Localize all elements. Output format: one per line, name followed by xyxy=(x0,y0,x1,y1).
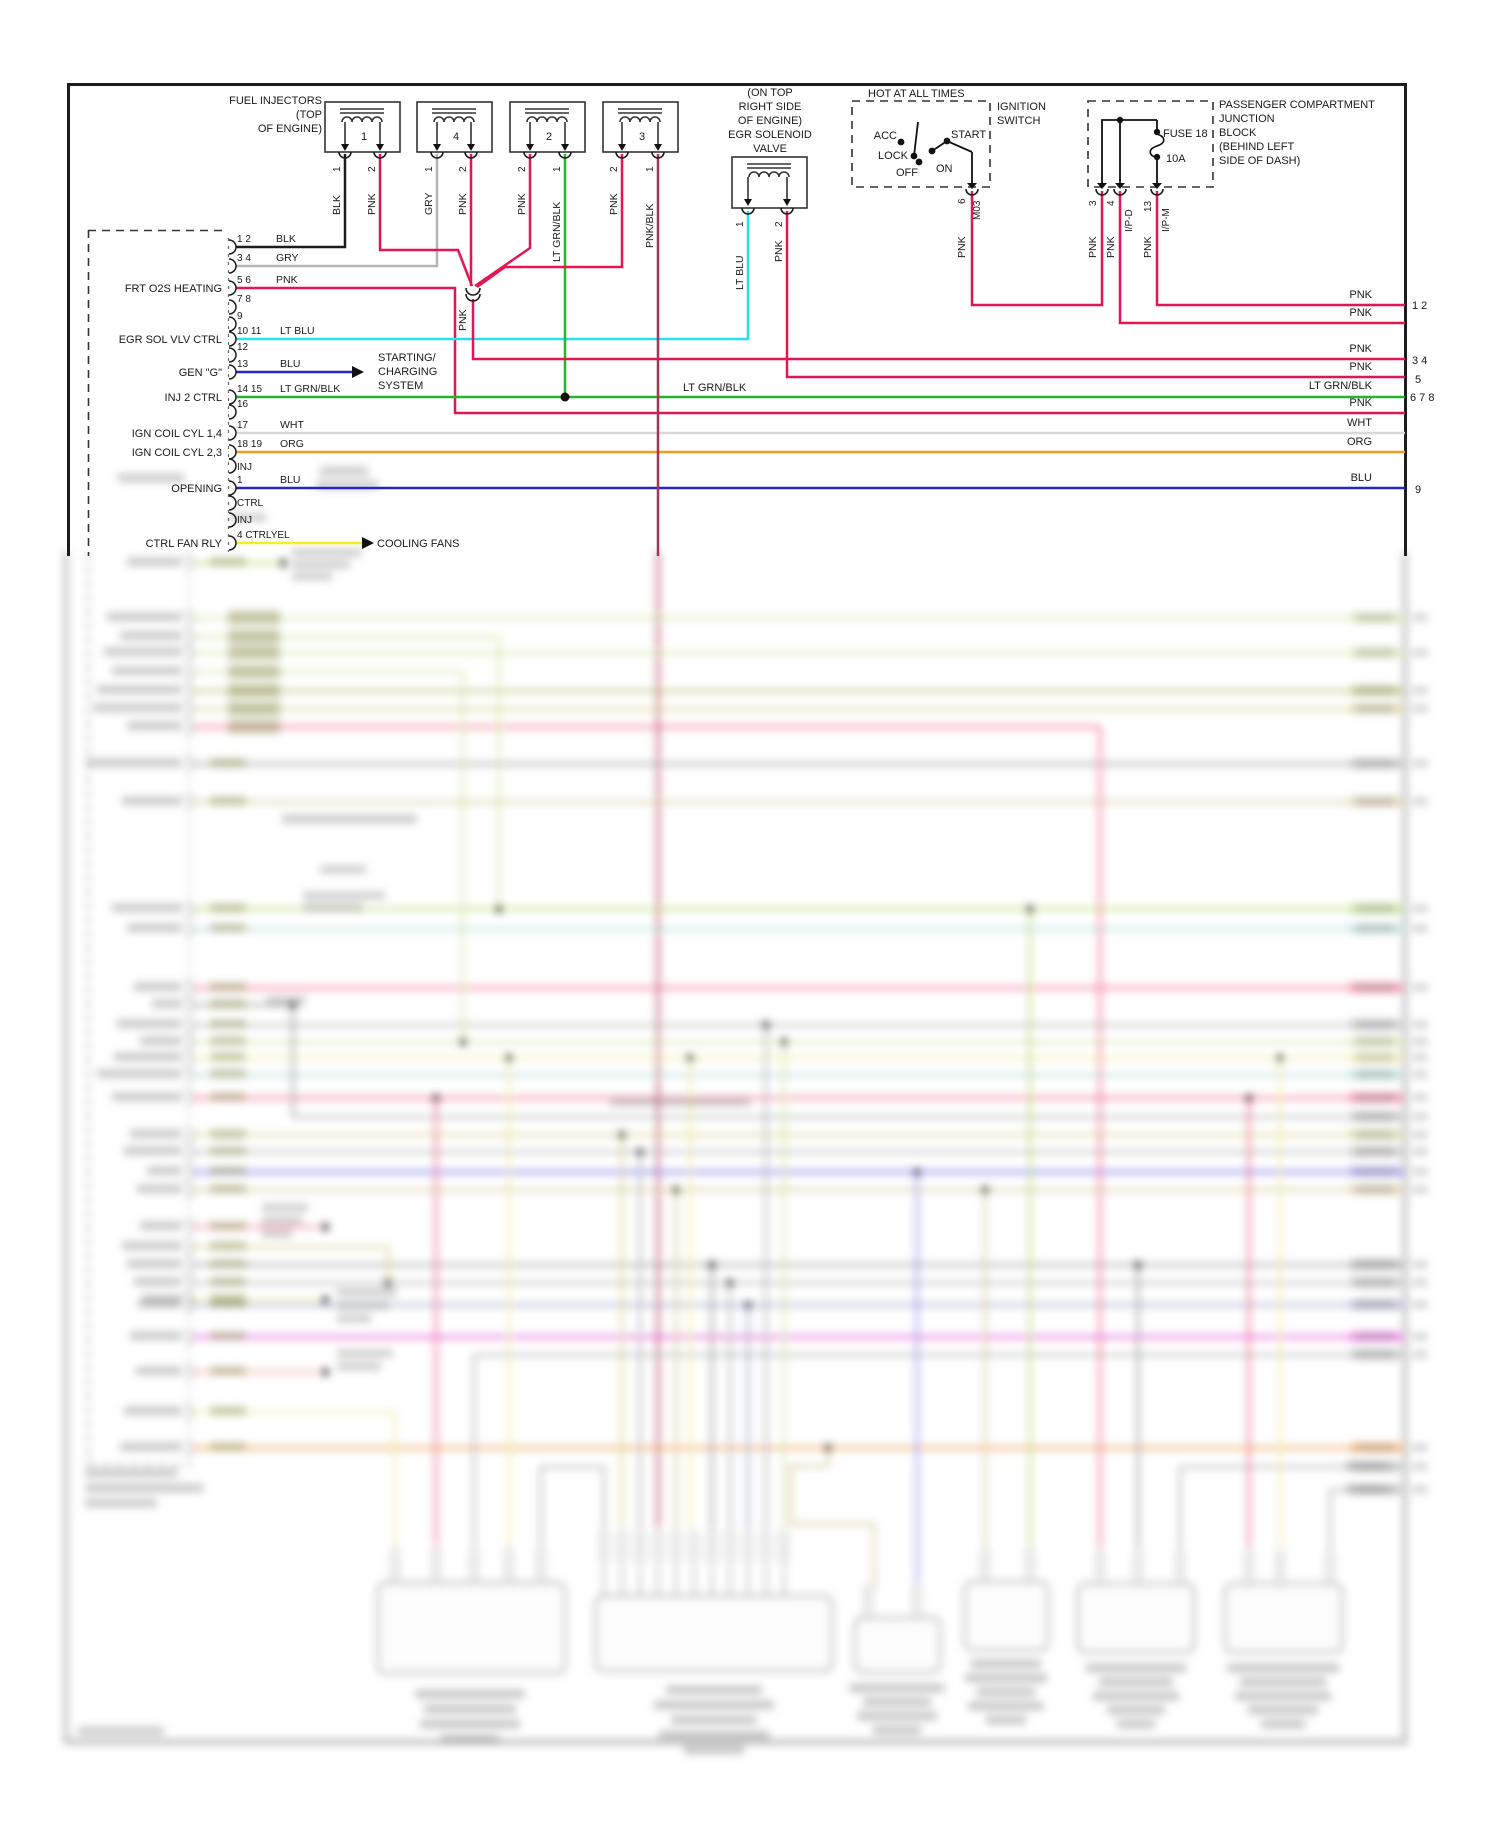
svg-text:12: 12 xyxy=(237,342,249,353)
signal-label: IGN COIL CYL 1,4 xyxy=(131,428,222,440)
injector-number: 1 xyxy=(360,131,368,143)
svg-text:JUNCTION: JUNCTION xyxy=(1219,113,1275,125)
svg-text:2: 2 xyxy=(517,166,528,172)
svg-text:M03: M03 xyxy=(972,200,983,220)
svg-text:2: 2 xyxy=(774,221,785,227)
signal-label: INJ 2 CTRL xyxy=(164,392,222,404)
egr-pin-bumps xyxy=(742,208,793,214)
egr-caption: (ON TOP xyxy=(747,87,793,99)
fuel-injectors-caption: FUEL INJECTORS xyxy=(229,95,322,107)
wire-label: PNK xyxy=(1087,236,1099,258)
svg-text:1: 1 xyxy=(735,221,746,227)
svg-text:1: 1 xyxy=(645,166,656,172)
sharp-diagram-section xyxy=(67,83,1434,556)
svg-text:16: 16 xyxy=(237,399,249,410)
edge-wire-label: PNK xyxy=(1349,361,1372,373)
ignition-switch-box xyxy=(852,101,990,195)
injector-pin-bumps xyxy=(339,152,664,158)
wire-label: PNK xyxy=(516,193,528,215)
edge-wire-label: BLU xyxy=(1350,472,1372,484)
svg-text:BLU: BLU xyxy=(280,474,301,486)
wire-label: PNK xyxy=(773,240,785,262)
wire-label: PNK xyxy=(1142,236,1154,258)
svg-text:5 6: 5 6 xyxy=(237,275,251,286)
svg-text:1: 1 xyxy=(237,475,243,486)
svg-text:1 2: 1 2 xyxy=(237,234,251,245)
edge-wire-label: ORG xyxy=(1346,436,1372,448)
svg-text:RIGHT SIDE: RIGHT SIDE xyxy=(738,101,802,113)
egr-valve-box xyxy=(732,157,807,208)
svg-text:1: 1 xyxy=(552,166,563,172)
svg-text:WHT: WHT xyxy=(280,419,304,431)
svg-text:13: 13 xyxy=(1143,200,1154,212)
edge-wire-label: PNK xyxy=(1349,343,1372,355)
svg-text:BLK: BLK xyxy=(276,233,296,245)
svg-text:BLU: BLU xyxy=(280,358,301,370)
svg-text:INJ: INJ xyxy=(237,515,252,526)
svg-text:PNK: PNK xyxy=(276,274,298,286)
edge-pin-number: 9 xyxy=(1415,484,1422,496)
svg-text:6: 6 xyxy=(957,198,968,204)
edge-wire-label: PNK xyxy=(1349,289,1372,301)
arrow-cooling-fans xyxy=(362,537,374,549)
svg-text:7 8: 7 8 xyxy=(237,294,251,305)
svg-text:3 4: 3 4 xyxy=(237,253,251,264)
svg-text:LT BLU: LT BLU xyxy=(280,325,315,337)
svg-text:1: 1 xyxy=(424,166,435,172)
injector-number: 2 xyxy=(545,131,553,143)
svg-text:EGR SOLENOID: EGR SOLENOID xyxy=(728,129,812,141)
svg-text:ACC: ACC xyxy=(873,130,897,142)
cooling-fans-note: COOLING FANS xyxy=(377,538,460,550)
junction-block-box xyxy=(1088,101,1213,195)
wire-pnk-ipm xyxy=(1157,191,1405,305)
svg-text:SWITCH: SWITCH xyxy=(997,115,1041,127)
svg-text:10 11: 10 11 xyxy=(237,326,262,337)
wire-label: PNK/BLK xyxy=(644,203,656,248)
mid-wire-label: LT GRN/BLK xyxy=(683,382,747,394)
svg-text:17: 17 xyxy=(237,420,249,431)
edge-wire-label: WHT xyxy=(1346,417,1372,429)
wire-label: PNK xyxy=(366,193,378,215)
signal-label: FRT O2S HEATING xyxy=(124,283,222,295)
svg-text:14 15: 14 15 xyxy=(237,384,263,395)
wire-pnk-egr xyxy=(787,211,1405,377)
wire-label: GRY xyxy=(423,192,435,215)
fuse-rating: 10A xyxy=(1166,153,1186,165)
wire-label: PNK xyxy=(457,193,469,215)
wire-label: LT GRN/BLK xyxy=(551,201,563,262)
svg-text:OF ENGINE): OF ENGINE) xyxy=(737,115,803,127)
edge-wire-label: PNK xyxy=(1349,307,1372,319)
ignition-label: IGNITION xyxy=(997,101,1046,113)
wire-pnk-ignition xyxy=(972,191,1102,305)
signal-label: CTRL FAN RLY xyxy=(145,538,222,550)
edge-pin-number: 1 2 xyxy=(1412,300,1428,312)
svg-text:3: 3 xyxy=(1088,200,1099,206)
arrow-starting-charging xyxy=(352,366,364,378)
svg-text:I/P-M: I/P-M xyxy=(1161,208,1172,232)
signal-label: OPENING xyxy=(171,483,222,495)
svg-text:9: 9 xyxy=(237,311,243,322)
svg-text:LOCK: LOCK xyxy=(878,150,908,162)
svg-text:START: START xyxy=(951,129,987,141)
edge-pin-number: 5 xyxy=(1415,374,1422,386)
svg-text:2: 2 xyxy=(458,166,469,172)
svg-text:ORG: ORG xyxy=(280,438,304,450)
edge-wire-label: LT GRN/BLK xyxy=(1308,380,1372,392)
wire-label: LT BLU xyxy=(734,255,746,290)
svg-text:CHARGING: CHARGING xyxy=(378,366,438,378)
wire-label: PNK xyxy=(956,236,968,258)
injector-number: 4 xyxy=(452,131,460,143)
svg-text:2: 2 xyxy=(609,166,620,172)
splice-dot xyxy=(561,393,570,402)
wire-label: PNK xyxy=(457,309,469,331)
signal-label: IGN COIL CYL 2,3 xyxy=(131,447,222,459)
diagram-border xyxy=(67,83,1406,556)
edge-wire-label: PNK xyxy=(1349,397,1372,409)
wire-label: PNK xyxy=(608,193,620,215)
svg-text:(TOP: (TOP xyxy=(295,109,322,121)
svg-text:(BEHIND LEFT: (BEHIND LEFT xyxy=(1219,141,1295,153)
svg-text:CTRL: CTRL xyxy=(237,498,264,509)
svg-text:4: 4 xyxy=(1106,200,1117,206)
starting-charging-note: STARTING/ xyxy=(378,352,436,364)
svg-text:13: 13 xyxy=(237,359,249,370)
svg-text:SIDE OF DASH): SIDE OF DASH) xyxy=(1219,155,1301,167)
junction-caption: PASSENGER COMPARTMENT xyxy=(1219,99,1375,111)
svg-text:GRY: GRY xyxy=(276,252,299,264)
wire-pnk-merged xyxy=(473,299,1405,359)
wire-label: BLK xyxy=(331,195,343,215)
signal-label: EGR SOL VLV CTRL xyxy=(118,334,222,346)
signal-label: GEN "G" xyxy=(178,367,222,379)
svg-text:18 19: 18 19 xyxy=(237,439,263,450)
hot-at-all-times: HOT AT ALL TIMES xyxy=(868,88,965,100)
svg-text:2: 2 xyxy=(367,166,378,172)
svg-text:4 CTRLYEL: 4 CTRLYEL xyxy=(237,530,290,541)
svg-text:OF ENGINE): OF ENGINE) xyxy=(257,123,322,135)
wire-label: PNK xyxy=(1105,236,1117,258)
svg-text:VALVE: VALVE xyxy=(753,143,787,155)
blurred-diagram-section xyxy=(64,467,1428,1754)
wire-pnk-inj3 xyxy=(477,154,622,287)
svg-text:SYSTEM: SYSTEM xyxy=(378,380,424,392)
svg-text:INJ: INJ xyxy=(237,462,252,473)
ecm-pin-bumps xyxy=(229,240,236,550)
edge-pin-number: 6 7 8 xyxy=(1410,392,1435,404)
svg-text:I/P-D: I/P-D xyxy=(1124,209,1135,232)
fuse-label: FUSE 18 xyxy=(1163,128,1208,140)
injector-number: 3 xyxy=(638,131,646,143)
svg-text:LT GRN/BLK: LT GRN/BLK xyxy=(280,383,341,395)
wire-pnk-o2s xyxy=(236,288,1405,413)
svg-text:1: 1 xyxy=(332,166,343,172)
svg-text:ON: ON xyxy=(936,163,953,175)
svg-text:BLOCK: BLOCK xyxy=(1219,127,1257,139)
edge-pin-number: 3 4 xyxy=(1412,355,1428,367)
svg-text:OFF: OFF xyxy=(896,167,918,179)
